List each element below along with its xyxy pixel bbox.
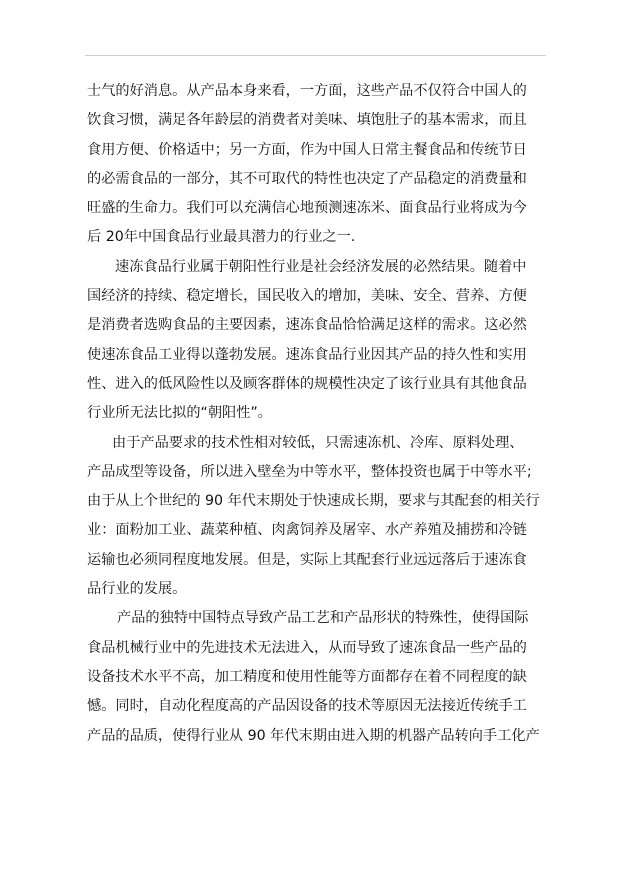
text-line: 运输也必须同程度地发展。但是，实际上其配套行业远远落后于速冻食: [87, 551, 527, 568]
text-line: 食用方便、价格适中；另一方面，作为中国人日常主餐食品和传统节日: [87, 141, 527, 158]
paragraph-3: [87, 429, 547, 605]
text-line: 产品的品质，使得行业从 90 年代末期由进入期的机器产品转向手工化产: [87, 727, 540, 744]
text-line: 憾。同时，自动化程度高的产品因设备的技术等原因无法接近传统手工: [87, 698, 527, 715]
text-line: 是消费者选购食品的主要因素，速冻食品恰恰满足这样的需求。这必然: [87, 317, 527, 334]
text-line: 国经济的持续、稳定增长，国民收入的增加，美味、安全、营养、方便: [87, 288, 527, 305]
text-line: 行业所无法比拟的“朝阳性”。: [87, 405, 272, 422]
paragraph-1: [87, 77, 547, 253]
text-line: 的必需食品的一部分，其不可取代的特性也决定了产品稳定的消费量和: [87, 170, 527, 187]
text-line: 品行业的发展。: [87, 581, 187, 598]
text-line: 由于产品要求的技术性相对较低，只需速冻机、冷库、原料处理、: [112, 434, 524, 451]
paragraph-4: [87, 604, 547, 750]
text-line: 性、进入的低风险性以及顾客群体的规模性决定了该行业具有其他食品: [87, 375, 527, 392]
text-line: 设备技术水平不高，加工精度和使用性能等方面都存在着不同程度的缺: [87, 668, 527, 685]
document-body: [87, 77, 547, 751]
header-rule: [85, 55, 546, 56]
text-line: 速冻食品行业属于朝阳性行业是社会经济发展的必然结果。随着中: [115, 258, 527, 275]
text-line: 产品的独特中国特点导致产品工艺和产品形状的特殊性，使得国际: [117, 610, 529, 627]
text-line: 饮食习惯，满足各年龄层的消费者对美味、填饱肚子的基本需求，而且: [87, 112, 527, 129]
text-line: 后 20年中国食品行业最具潜力的行业之一.: [87, 229, 356, 246]
text-line: 由于从上个世纪的 90 年代末期处于快速成长期，要求与其配套的相关行: [87, 493, 540, 510]
text-line: 食品机械行业中的先进技术无法进入，从而导致了速冻食品一些产品的: [87, 639, 527, 656]
paragraph-2: [87, 253, 547, 429]
text-line: 产品成型等设备，所以进入壁垒为中等水平，整体投资也属于中等水平;: [87, 463, 532, 480]
text-line: 旺盛的生命力。我们可以充满信心地预测速冻米、面食品行业将成为今: [87, 200, 527, 217]
text-line: 士气的好消息。从产品本身来看，一方面，这些产品不仅符合中国人的: [87, 83, 527, 99]
text-line: 业：面粉加工业、蔬菜种植、肉禽饲养及屠宰、水产养殖及捕捞和冷链: [87, 522, 527, 539]
text-line: 使速冻食品工业得以蓬勃发展。速冻食品行业因其产品的持久性和实用: [87, 346, 527, 363]
